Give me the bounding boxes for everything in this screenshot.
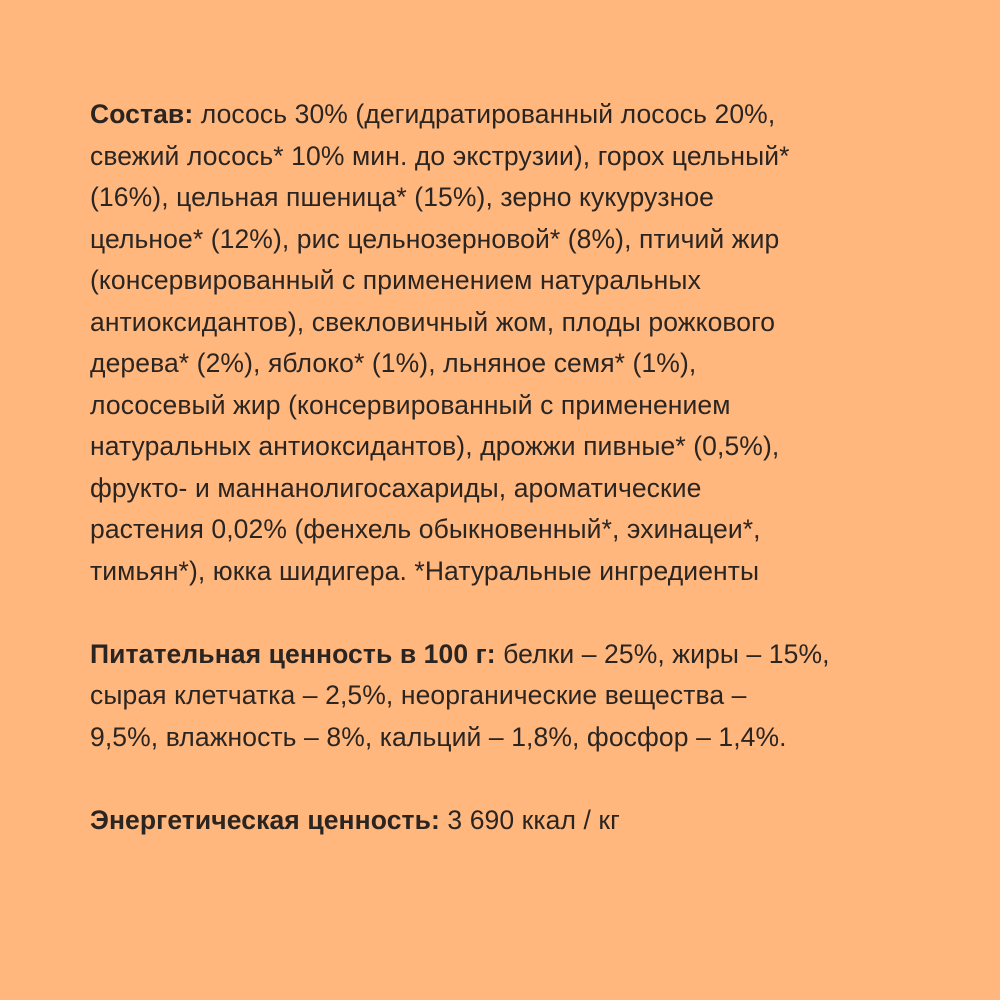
nutrition-line: сырая клетчатка – 2,5%, неорганические вещества – [90,680,747,710]
nutrition-section [90,634,920,759]
nutrition-line-1 [90,634,920,676]
nutrition-line: 9,5%, влажность – 8%, кальций – 1,8%, фосфор – 1,4%. [90,721,787,752]
composition-line: натуральных антиоксидантов), дрожжи пивные* (0,5%), [90,431,780,461]
energy-value: 3 690 ккал / кг [439,804,620,835]
energy-line [90,800,920,842]
nutrition-text: белки – 25%, жиры – 15%, [495,638,830,669]
composition-line: тимьян*), юкка шидигера. *Натуральные ингредиенты [90,555,760,586]
composition-line: дерева* (2%), яблоко* (1%), льняное семя* (1%), [90,348,697,378]
composition-section [90,94,920,592]
composition-line: антиоксидантов), свекловичный жом, плоды рожкового [90,306,776,337]
nutrition-label: Питательная ценность в 100 г: [90,638,496,669]
composition-line: лососевый жир (консервированный с применением [90,389,731,420]
composition-line: свежий лосось* 10% мин. до экструзии), горох цельный* [90,140,790,171]
product-info-text [90,94,920,841]
composition-line: (консервированный с применением натуральных [90,265,701,295]
composition-line-1 [90,94,920,136]
composition-label: Состав: [90,99,194,129]
composition-line: цельное* (12%), рис цельнозерновой* (8%), птичий жир [90,223,780,254]
energy-label: Энергетическая ценность: [90,804,440,835]
composition-text: лосось 30% (дегидратированный лосось 20%, [193,99,776,129]
composition-line: фрукто- и маннанолигосахариды, ароматические [90,472,702,503]
composition-line: (16%), цельная пшеница* (15%), зерно кукурузное [90,182,714,212]
energy-section [90,800,920,842]
composition-line: растения 0,02% (фенхель обыкновенный*, эхинацеи*, [90,514,761,544]
